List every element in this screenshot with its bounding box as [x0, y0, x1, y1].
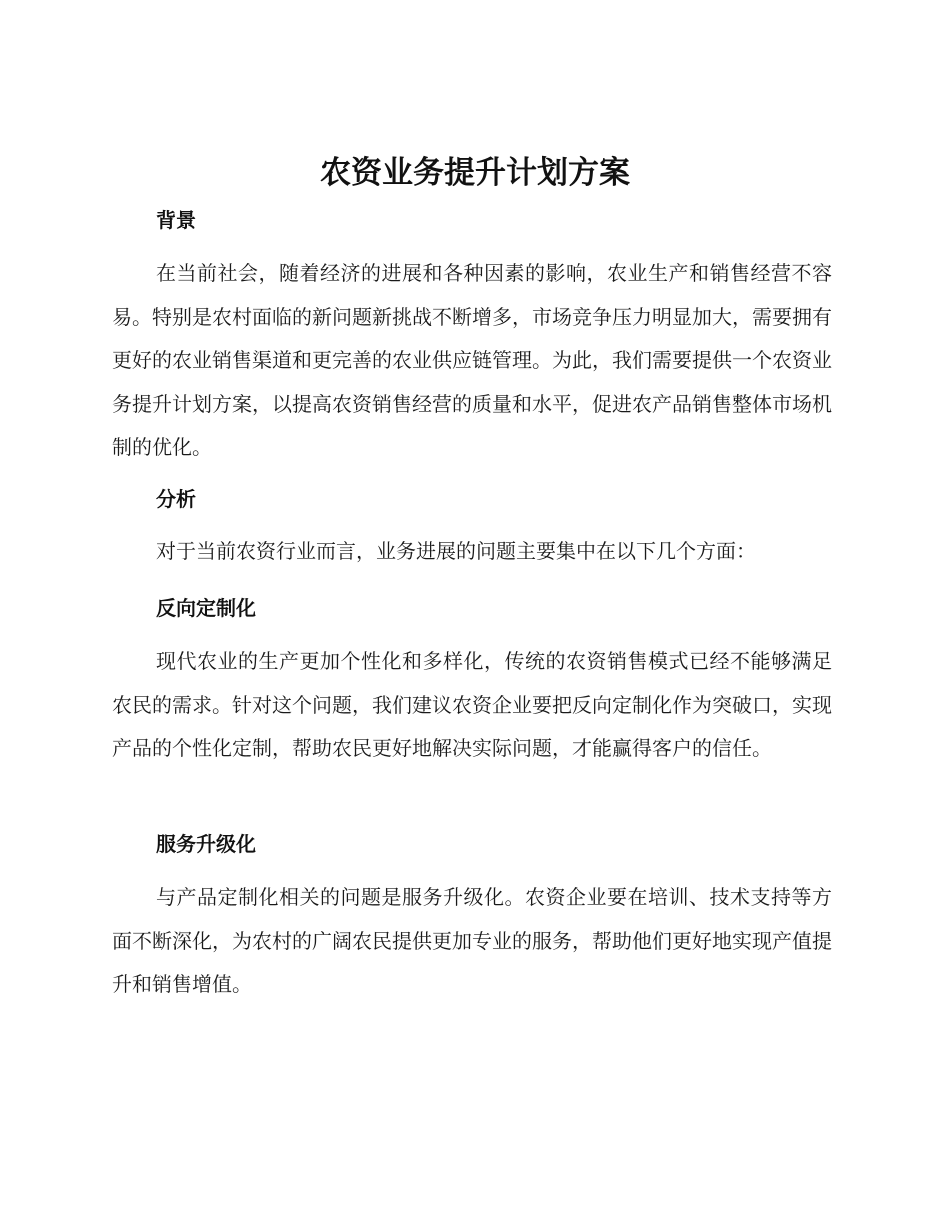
section-heading-reverse-customization: 反向定制化: [156, 596, 256, 620]
section-paragraph-analysis: 对于当前农资行业而言，业务进展的问题主要集中在以下几个方面：: [156, 539, 756, 563]
section-heading-analysis: 分析: [156, 487, 196, 511]
section-paragraph-background: 在当前社会，随着经济的进展和各种因素的影响，农业生产和销售经营不容易。特别是农村面临的新问题新挑战不断增多，市场竞争压力明显加大，需要拥有更好的农业销售渠道和更完善的农业供应链管理。为此，我们需要提供一个农资业务提升计划方案，以提高农资销售经营的质量和水平，促进农产品销售整体市场机制的优化。: [112, 261, 832, 459]
section-heading-service-upgrade: 服务升级化: [156, 832, 256, 856]
document-title: 农资业务提升计划方案: [320, 155, 630, 191]
section-paragraph-reverse-customization: 现代农业的生产更加个性化和多样化，传统的农资销售模式已经不能够满足农民的需求。针对这个问题，我们建议农资企业要把反向定制化作为突破口，实现产品的个性化定制，帮助农民更好地解决实际问题，才能赢得客户的信任。: [112, 649, 832, 760]
section-paragraph-service-upgrade: 与产品定制化相关的问题是服务升级化。农资企业要在培训、技术支持等方面不断深化，为农村的广阔农民提供更加专业的服务，帮助他们更好地实现产值提升和销售增值。: [112, 885, 832, 996]
section-heading-background: 背景: [156, 208, 196, 232]
